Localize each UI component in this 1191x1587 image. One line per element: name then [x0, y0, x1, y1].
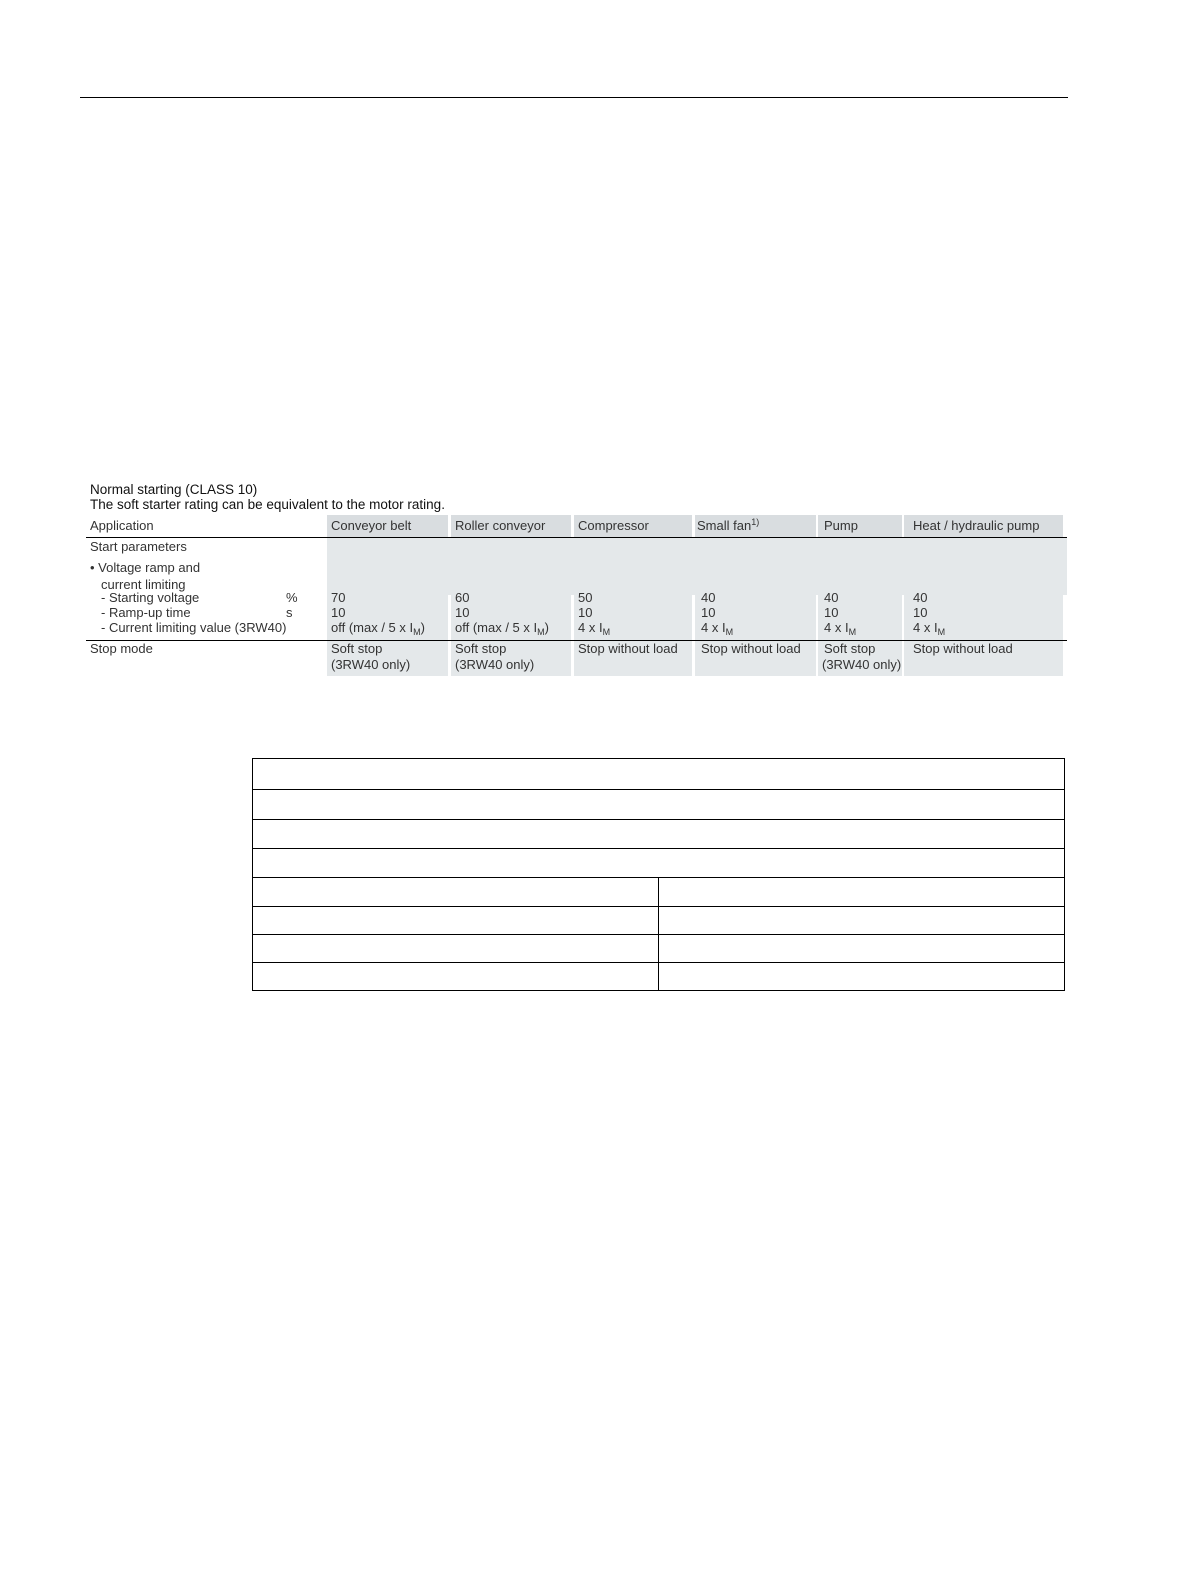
parameter-value-cell: 40: [913, 590, 928, 605]
stop-mode-cell-cont: (3RW40 only): [331, 657, 411, 672]
parameter-row-unit: s: [286, 605, 293, 620]
parameter-value-cell: 60: [455, 590, 470, 605]
application-column-header: Pump: [824, 518, 858, 533]
stop-mode-cell: Stop without load: [913, 641, 1013, 656]
stop-mode-cell: Soft stop: [331, 641, 383, 656]
empty-form-table: [252, 758, 1065, 991]
current-limit-cell: off (max / 5 x $I_M$): [331, 620, 425, 637]
application-column-header: Compressor: [578, 518, 649, 533]
stop-mode-cell-cont: (3RW40 only): [455, 657, 535, 672]
parameter-row-unit: %: [286, 590, 298, 605]
empty-table-row-divider: [253, 789, 1064, 790]
parameter-value-cell: 40: [701, 590, 716, 605]
parameter-value-cell: 10: [331, 605, 346, 620]
voltage-ramp-label: • Voltage ramp and: [90, 560, 201, 575]
stop-mode-cell: Stop without load: [701, 641, 801, 656]
stop-mode-cell: Soft stop: [455, 641, 507, 656]
application-column-header: Small fan$^{1)}$: [697, 517, 760, 533]
empty-table-row-divider: [253, 819, 1064, 820]
empty-table-column-divider: [658, 877, 659, 990]
current-limit-cell: 4 x $I_M$: [578, 620, 611, 637]
stop-mode-cell: Stop without load: [578, 641, 678, 656]
parameter-value-cell: 10: [824, 605, 839, 620]
stop-mode-cell: Soft stop: [824, 641, 876, 656]
section-title: Normal starting (CLASS 10): [90, 482, 258, 497]
header-rule: [86, 537, 1067, 538]
current-limit-cell: 4 x $I_M$: [913, 620, 946, 637]
start-parameters-shade: [327, 538, 1067, 595]
page-top-rule: [80, 97, 1068, 98]
current-limit-label: - Current limiting value (3RW40): [101, 620, 287, 635]
parameter-value-cell: 40: [824, 590, 839, 605]
empty-table-row-divider: [253, 848, 1064, 849]
stop-mode-cell-cont: (3RW40 only): [822, 657, 902, 672]
parameter-value-cell: 10: [913, 605, 928, 620]
parameter-value-cell: 50: [578, 590, 593, 605]
parameter-value-cell: 10: [578, 605, 593, 620]
parameter-value-cell: 70: [331, 590, 346, 605]
voltage-ramp-label-cont: current limiting: [101, 577, 186, 592]
parameter-value-cell: 10: [701, 605, 716, 620]
current-limit-cell: off (max / 5 x $I_M$): [455, 620, 549, 637]
stop-mode-label: Stop mode: [90, 641, 153, 656]
application-column-header: Roller conveyor: [455, 518, 546, 533]
start-parameters-label: Start parameters: [90, 539, 187, 554]
section-note: The soft starter rating can be equivalent to the motor rating.: [90, 497, 445, 512]
application-column-header: Heat / hydraulic pump: [913, 518, 1040, 533]
parameter-row-label: - Ramp-up time: [101, 605, 191, 620]
parameter-row-label: - Starting voltage: [101, 590, 200, 605]
parameter-value-cell: 10: [455, 605, 470, 620]
current-limit-cell: 4 x $I_M$: [701, 620, 734, 637]
application-header-label: Application: [90, 518, 154, 533]
application-column-header: Conveyor belt: [331, 518, 412, 533]
current-limit-cell: 4 x $I_M$: [824, 620, 857, 637]
